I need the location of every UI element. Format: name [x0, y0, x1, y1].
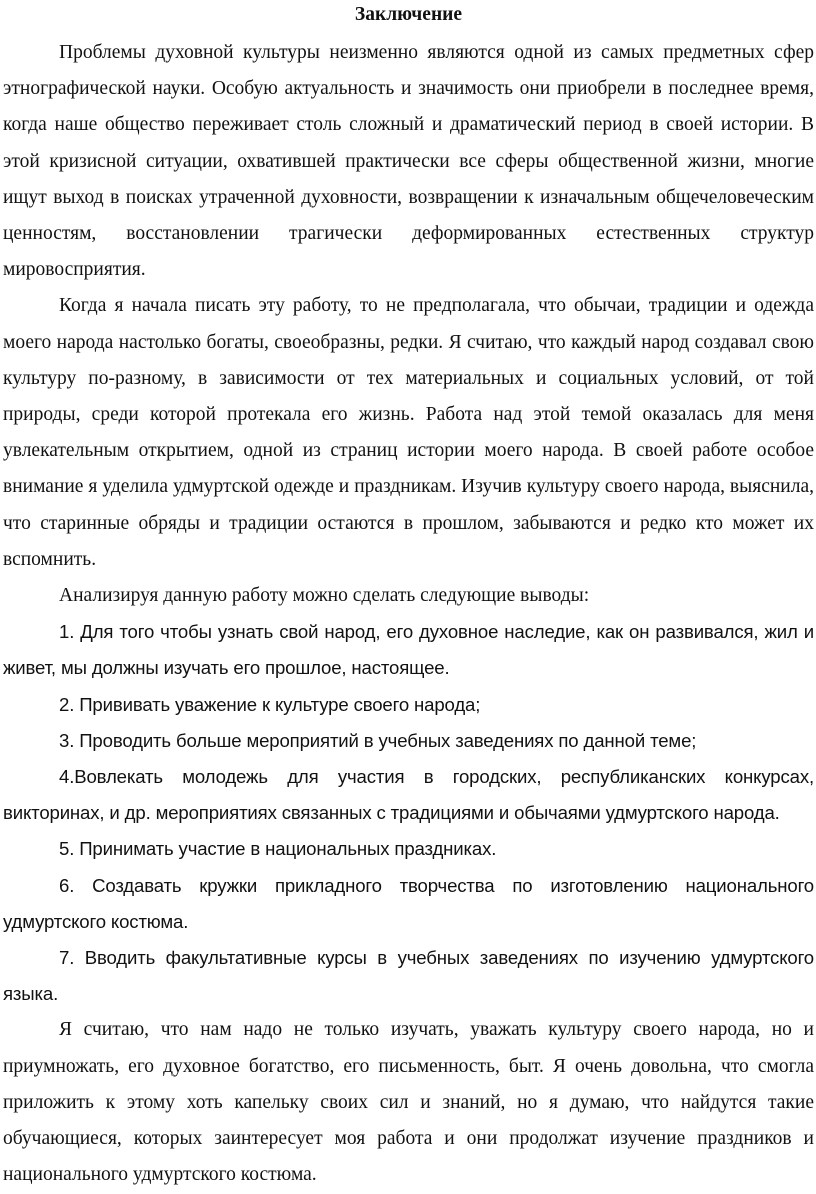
conclusions-lead-paragraph: Анализируя данную работу можно сделать следующие выводы:: [59, 585, 590, 607]
intro-paragraph: Проблемы духовной культуры неизменно являются одной из самых предметных сфер этнографической науки. Особую актуальность и значимость они приобрели в последнее время, когда наше общество переживает столь сложный и драматический период в своей истории. В этой кризисной ситуации, охватившей практически все сферы общественной жизни, многие ищут выход в поисках утраченной духовности, возвращении к изначальным общечеловеческим ценностям, восстановлении трагически деформированных естественных структур мировосприятия.: [3, 42, 814, 281]
conclusion-item-3: 3. Проводить больше мероприятий в учебных заведениях по данной теме;: [59, 729, 697, 751]
page-title: Заключение: [354, 4, 463, 25]
conclusion-item-4: 4.Вовлекать молодежь для участия в городских, республиканских конкурсах, викторинах, и др. мероприятиях связанных с традициями и обычаями удмуртского народа.: [3, 766, 814, 824]
conclusion-item-6: 6. Создавать кружки прикладного творчества по изготовлению национального удмуртского костюма.: [3, 874, 814, 932]
conclusion-item-2: 2. Прививать уважение к культуре своего народа;: [59, 693, 481, 715]
author-paragraph: Когда я начала писать эту работу, то не предполагала, что обычаи, традиции и одежда моего народа настолько богаты, своеобразны, редки. Я считаю, что каждый народ создавал свою культуру по-разному, в зависимости от тех материальных и социальных условий, от той природы, среди которой протекала его жизнь. Работа над этой темой оказалась для меня увлекательным открытием, одной из страниц истории моего народа. В своей работе особое внимание я уделила удмуртской одежде и праздникам. Изучив культуру своего народа, выяснила, что старинные обряды и традиции остаются в прошлом, забываются и редко кто может их вспомнить.: [3, 295, 814, 570]
conclusion-item-1: 1. Для того чтобы узнать свой народ, его духовное наследие, как он развивался, жил и живет, мы должны изучать его прошлое, настоящее.: [3, 621, 814, 679]
conclusion-item-5: 5. Принимать участие в национальных праздниках.: [59, 838, 497, 860]
closing-paragraph: Я считаю, что нам надо не только изучать, уважать культуру своего народа, но и приумножать, его духовное богатство, его письменность, быт. Я очень довольна, что смогла приложить к этому хоть капельку своих сил и знаний, но я думаю, что найдутся такие обучающиеся, которых заинтересует моя работа и они продолжат изучение праздников и национального удмуртского костюма.: [3, 1019, 814, 1186]
conclusion-item-7: 7. Вводить факультативные курсы в учебных заведениях по изучению удмуртского языка.: [3, 947, 814, 1005]
